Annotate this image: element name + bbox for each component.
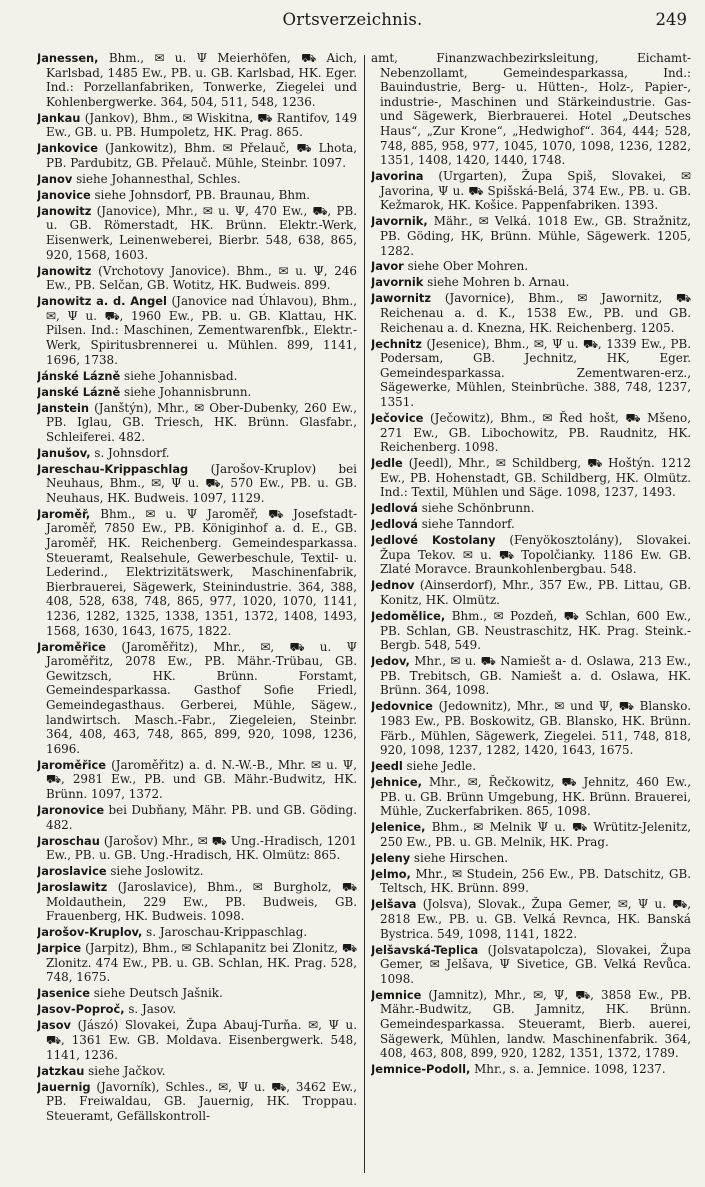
index-entry	[371, 291, 691, 335]
index-entry	[37, 462, 357, 506]
entry-text: Bhm., ✉ u. Ψ Jaroměř, ⛟ Josefstadt-Jaroměř, 7850 Ew., PB. Königinhof a. d. E., GB. Jaroměř, HK. Reichenberg. Gemeindesparkassa. Steueramt, Realsehule, Gewerbeschule, Textil- u. Lederind., Elektrizitätswerk, Maschinenfabrik, Bierbrauerei, Sägewerk, Steinindustrie. 364, 388, 408, 528, 638, 748, 865, 977, 1020, 1070, 1141, 1236, 1282, 1325, 1338, 1351, 1372, 1408, 1493, 1568, 1630, 1643, 1675, 1822.	[46, 506, 357, 638]
entry-text: (Jaroměřitz) a. d. N.-W.-B., Mhr. ✉ u. Ψ, ⛟, 2981 Ew., PB. und GB. Mähr.-Budwitz, HK. Brünn. 1097, 1372.	[46, 757, 357, 801]
entry-headword: Jedle	[371, 456, 403, 471]
entry-headword: Jaroměřice	[37, 639, 106, 654]
index-entry	[371, 259, 691, 274]
entry-headword: Janušov,	[37, 445, 91, 460]
entry-text: (Ainserdorf), Mhr., 357 Ew., PB. Littau, GB. Konitz, HK. Olmütz.	[380, 578, 691, 608]
index-entry	[37, 1002, 357, 1017]
index-entry	[371, 456, 691, 500]
entry-text: Bhm., ✉ Pozdeň, ⛟ Schlan, 600 Ew., PB. Schlan, GB. Neustraschitz, HK. Prag. Steink.-Bergb. 548, 549.	[380, 609, 691, 653]
entry-text: siehe Jedle.	[406, 759, 476, 774]
entry-headword: Jedlová	[371, 501, 418, 516]
entry-headword: Janské Lázně	[37, 384, 121, 399]
entry-headword: Jelenice,	[371, 820, 426, 835]
index-entry	[371, 699, 691, 757]
index-entry	[371, 759, 691, 774]
index-entry	[371, 533, 691, 577]
entry-text: (Jankowitz), Bhm. ✉ Přelauč, ⛟ Lhota, PB. Pardubitz, GB. Přelauč. Mühle, Steinbr. 1097.	[46, 141, 357, 170]
entry-headword: Jasov-Poproč,	[37, 1002, 125, 1017]
entry-headword: Javornik,	[371, 214, 428, 229]
index-entry	[37, 803, 357, 832]
index-entry	[37, 188, 357, 203]
index-entry	[37, 986, 357, 1001]
entry-headword: Janessen,	[37, 51, 99, 65]
entry-text: (Jeedl), Mhr., ✉ Schildberg, ⛟ Hoštýn. 1212 Ew., PB. Hohenstadt, GB. Schildberg, HK. Olmütz. Ind.: Textil, Mühlen und Säge. 1098, 1237, 1493.	[380, 456, 691, 500]
index-entry	[371, 214, 691, 258]
left-column	[37, 51, 357, 1125]
entry-headword: Janovice	[37, 187, 91, 202]
entry-text: (Jolsvatapolcza), Slovakei, Župa Gemer, ✉ Jelšava, Ψ Sivetice, GB. Velká Revůca. 1098.	[380, 942, 691, 986]
entry-text: siehe Mohren b. Arnau.	[427, 275, 570, 290]
index-entry	[37, 204, 357, 262]
entry-text: (Jaroměřitz), Mhr., ✉, ⛟ u. Ψ Jaroměřitz, 2078 Ew., PB. Mähr.-Trübau, GB. Gewitzsch, HK. Brünn. Forstamt, Gemeindesparkassa. Gasthof Sofie Friedl, Gemeindegasthaus. Gerberei, Mühle, Sägew., landwirtsch. Masch.-Fabr., Ziegeleien, Steinbr. 364, 408, 463, 748, 865, 899, 920, 1098, 1236, 1696.	[46, 639, 357, 756]
entry-headword: Janowitz	[37, 203, 92, 218]
entry-text: s. Johnsdorf.	[94, 445, 170, 460]
entry-headword: Janov	[37, 171, 73, 186]
index-entry	[37, 446, 357, 461]
entry-headword: Jemnice	[371, 987, 422, 1002]
entry-headword: Jaroměř,	[37, 506, 91, 521]
index-entry	[37, 925, 357, 940]
index-entry	[37, 1064, 357, 1079]
entry-headword: Jaroschau	[37, 833, 100, 848]
index-entry	[371, 609, 691, 653]
entry-headword: Jeedl	[371, 759, 403, 774]
entry-text: Mhr., ✉ u. ⛟ Namiešt a- d. Oslawa, 213 Ew., PB. Trebitsch, GB. Namiešt a. d. Oslawa, HK. Brünn. 364, 1098.	[380, 654, 691, 698]
index-entry	[371, 337, 691, 410]
index-entry	[37, 385, 357, 400]
index-entry	[37, 758, 357, 802]
index-entry	[37, 141, 357, 170]
entry-text: Mhr., s. a. Jemnice. 1098, 1237.	[474, 1062, 666, 1077]
entry-text: siehe Tanndorf.	[421, 517, 515, 532]
entry-headword: Jarpice	[37, 941, 82, 956]
entry-headword: Janowitz a. d. Angel	[37, 294, 167, 309]
entry-text: siehe Johannesthal, Schles.	[76, 171, 241, 186]
entry-text: siehe Ober Mohren.	[407, 259, 529, 274]
entry-headword: Jankovice	[37, 141, 98, 156]
index-entry	[37, 51, 357, 109]
index-entry	[371, 517, 691, 532]
entry-headword: Ječovice	[371, 410, 424, 425]
entry-headword: Jedomělice,	[371, 609, 446, 624]
index-entry	[371, 411, 691, 455]
entry-headword: Jankau	[37, 110, 81, 125]
entry-text: s. Jasov.	[128, 1002, 177, 1017]
entry-headword: Jaroslavice	[37, 864, 107, 879]
entry-text: (Jarošov) Mhr., ✉ ⛟ Ung.-Hradisch, 1201 Ew., PB. u. GB. Ung.-Hradisch, HK. Olmütz: 865.	[46, 833, 357, 863]
index-entry	[371, 897, 691, 941]
index-entry	[371, 275, 691, 290]
entry-text: (Jarošov-Kruplov) bei Neuhaus, Bhm., ✉, Ψ u. ⛟, 570 Ew., PB. u. GB. Neuhaus, HK. Budweis. 1097, 1129.	[46, 461, 357, 505]
entry-text: (Janovice), Mhr., ✉ u. Ψ, 470 Ew., ⛟, PB. u. GB. Römerstadt, HK. Brünn. Elektr.-Werk, Eisenwerk, Leinenweberei, Bierbr. 548, 638, 865, 920, 1568, 1603.	[46, 203, 357, 262]
entry-headword: Jehnice,	[371, 775, 422, 790]
entry-headword: Jechnitz	[371, 336, 422, 351]
index-entry	[37, 294, 357, 367]
entry-headword: Jedlová	[371, 517, 418, 532]
entry-headword: Jelšavská-Teplica	[371, 942, 479, 957]
entry-headword: Jarošov-Kruplov,	[37, 925, 143, 940]
entry-text: Mähr., ✉ Velká. 1018 Ew., GB. Stražnitz, PB. Göding, HK, Brünn. Mühle, Sägewerk. 1205, 1282.	[380, 214, 691, 258]
page-title: Ortsverzeichnis.	[282, 10, 423, 29]
entry-headword: Jauernig	[37, 1079, 91, 1094]
entry-headword: Jelmo,	[371, 866, 411, 881]
entry-text: siehe Schönbrunn.	[421, 501, 535, 516]
entry-text: Mhr., ✉ Studein, 256 Ew., PB. Datschitz, GB. Teltsch, HK. Brünn. 899.	[380, 866, 691, 896]
page-header	[0, 10, 705, 40]
index-entry	[371, 988, 691, 1061]
entry-text: siehe Hirschen.	[413, 850, 509, 865]
entry-headword: Janowitz	[37, 263, 92, 278]
entry-text: Mhr., ✉, Řečkowitz, ⛟ Jehnitz, 460 Ew., PB. u. GB. Brünn Umgebung, HK. Brünn. Brauerei, Mühle, Zuckerfabriken. 865, 1098.	[380, 775, 691, 819]
entry-text: bei Dubňany, Mähr. PB. und GB. Göding. 482.	[46, 802, 357, 832]
entry-text: siehe Jačkov.	[88, 1063, 166, 1078]
entry-text: (Jankov), Bhm., ✉ Wiskitna, ⛟ Rantifov, 149 Ew., GB. u. PB. Humpoletz, HK. Prag. 865.	[46, 110, 357, 140]
entry-text: (Ječowitz), Bhm., ✉ Řed hošt, ⛟ Mšeno, 271 Ew., GB. Libochowitz, PB. Raudnitz, HK. Reichenberg. 1098.	[380, 410, 691, 455]
entry-text: (Jedownitz), Mhr., ✉ und Ψ, ⛟ Blansko. 1983 Ew., PB. Boskowitz, GB. Blansko, HK. Brünn. Färb., Mühlen, Sägewerk, Ziegelei. 511, 748, 818, 920, 1098, 1237, 1282, 1420, 1643, 1675.	[380, 699, 691, 758]
right-column	[371, 51, 691, 1078]
index-entry	[371, 867, 691, 896]
entry-text: (Jamnitz), Mhr., ✉, Ψ, ⛟, 3858 Ew., PB. Mähr.-Budwitz, GB. Jamnitz, HK. Brünn. Gemeindesparkassa. Steueramt, Bierb. auerei, Sägewerk, Mühlen, landw. Maschinenfabrik. 364, 408, 463, 808, 899, 920, 1282, 1351, 1372, 1789.	[380, 987, 691, 1061]
index-entry	[371, 1062, 691, 1077]
entry-headword: Jatzkau	[37, 1063, 85, 1078]
entry-headword: Javornik	[371, 275, 424, 290]
entry-text: siehe Johannisbrunn.	[123, 384, 252, 399]
column-divider	[364, 55, 365, 1173]
entry-text: (Vrchotovy Janovice). Bhm., ✉ u. Ψ, 246 Ew., PB. Selčan, GB. Wotitz, HK. Budweis. 899.	[46, 263, 357, 293]
entry-headword: Javorina	[371, 169, 424, 184]
entry-text: (Javornice), Bhm., ✉ Jawornitz, ⛟ Reichenau a. d. K., 1538 Ew., PB. und GB. Reichenau a. d. Knezna, HK. Reichenberg. 1205.	[380, 291, 691, 335]
index-entry	[371, 169, 691, 213]
entry-headword: Jaroměřice	[37, 757, 106, 772]
index-entry	[371, 943, 691, 987]
entry-text: (Fenyökosztolány), Slovakei. Župa Tekov. ✉ u. ⛟ Topolčianky. 1186 Ew. GB. Zlaté Moravce. Braunkohlenbergbau. 548.	[380, 533, 691, 577]
index-entry	[371, 820, 691, 849]
entry-text: (Jarpitz), Bhm., ✉ Schlapanitz bei Zlonitz, ⛟ Zlonitz. 474 Ew., PB. u. GB. Schlan, HK. Prag. 528, 748, 1675.	[46, 941, 357, 985]
index-columns	[37, 51, 691, 1181]
entry-text: (Jolsva), Slovak., Župa Gemer, ✉, Ψ u. ⛟, 2818 Ew., PB. u. GB. Velká Revnca, HK. Banská Bystrica. 549, 1098, 1141, 1822.	[380, 897, 691, 941]
index-entry	[37, 507, 357, 638]
entry-headword: Jareschau-Krippaschlag	[37, 461, 189, 476]
entry-text: Bhm., ✉ u. Ψ Meierhöfen, ⛟ Aich, Karlsbad, 1485 Ew., PB. u. GB. Karlsbad, HK. Eger. Ind.: Porzellanfabriken, Tonwerke, Ziegelei und Kohlenbergwerke. 364, 504, 511, 548, 1236.	[46, 51, 357, 109]
index-entry	[37, 369, 357, 384]
index-entry	[37, 941, 357, 985]
entry-headword: Jednov	[371, 578, 415, 593]
entry-headword: Jasenice	[37, 986, 90, 1001]
index-entry	[37, 264, 357, 293]
entry-headword: Jedov,	[371, 654, 410, 669]
entry-text: amt, Finanzwachbezirksleitung, Eichamt-Nebenzollamt, Gemeindesparkassa, Ind.: Bauindustrie, Berg- u. Hütten-, Holz-, Papier-, industrie-, Maschinen und Stärkeindustrie. Gas- und Sägewerk, Bierbrauerei. Hotel „Deutsches Haus“, „Zur Krone“, „Hedwighof“. 364, 444; 528, 748, 885, 958, 977, 1045, 1070, 1098, 1236, 1282, 1351, 1408, 1420, 1440, 1748.	[371, 51, 691, 168]
index-entry	[37, 834, 357, 863]
entry-headword: Janstein	[37, 400, 89, 415]
entry-headword: Jedovnice	[371, 699, 433, 714]
index-entry	[371, 501, 691, 516]
entry-text: siehe Johnsdorf, PB. Braunau, Bhm.	[94, 187, 311, 202]
index-entry	[37, 640, 357, 757]
entry-text: (Jesenice), Bhm., ✉, Ψ u. ⛟, 1339 Ew., PB. Podersam, GB. Jechnitz, HK, Eger. Gemeindesparkassa. Zementwaren-erz., Sägewerke, Mühlen, Steinbrüche. 388, 748, 1237, 1351.	[380, 336, 691, 409]
index-entry	[37, 1018, 357, 1062]
entry-text: Bhm., ✉ Melnik Ψ u. ⛟ Wrütitz-Jelenitz, 250 Ew., PB. u. GB. Melnik, HK. Prag.	[380, 820, 691, 849]
entry-headword: Jawornitz	[371, 291, 431, 306]
entry-headword: Jasov	[37, 1018, 71, 1033]
entry-text: (Javorník), Schles., ✉, Ψ u. ⛟, 3462 Ew., PB. Freiwaldau, GB. Jauernig, HK. Troppau. Steueramt, Gefällskontroll-	[46, 1079, 357, 1123]
entry-text: (Janovice nad Úhlavou), Bhm., ✉, Ψ u. ⛟, 1960 Ew., PB. u. GB. Klattau, HK. Pilsen. Ind.: Maschinen, Zementwarenfbk., Elektr.-Werk, Spiritusbrennerei u. Mühlen. 899, 1141, 1696, 1738.	[46, 294, 357, 367]
entry-text: (Janštýn), Mhr., ✉ Ober-Dubenky, 260 Ew., PB. Iglau, GB. Triesch, HK. Brünn. Glasfabr., Schleiferei. 482.	[46, 400, 357, 444]
index-entry	[371, 51, 691, 168]
entry-text: siehe Johannisbad.	[123, 368, 238, 383]
entry-headword: Javor	[371, 259, 404, 274]
entry-headword: Jánské Lázně	[37, 368, 121, 383]
entry-text: siehe Deutsch Jašnik.	[93, 986, 223, 1001]
entry-text: s. Jaroschau-Krippaschlag.	[146, 925, 308, 940]
entry-headword: Jaroslawitz	[37, 880, 108, 895]
index-entry	[371, 775, 691, 819]
index-entry	[37, 880, 357, 924]
entry-headword: Jaronovice	[37, 802, 105, 817]
index-entry	[371, 851, 691, 866]
entry-text: (Urgarten), Župa Spiš, Slovakei, ✉ Javorina, Ψ u. ⛟ Spišská-Belá, 374 Ew., PB. u. GB. Kežmarok, HK. Košice. Pappenfabriken. 1393.	[380, 169, 691, 213]
index-entry	[37, 111, 357, 140]
page-number: 249	[655, 10, 687, 29]
index-entry	[37, 1080, 357, 1124]
index-entry	[37, 172, 357, 187]
index-entry	[37, 864, 357, 879]
index-entry	[37, 401, 357, 445]
index-entry	[371, 578, 691, 607]
entry-headword: Jelšava	[371, 897, 417, 912]
entry-headword: Jedlové Kostolany	[371, 533, 496, 548]
index-entry	[371, 654, 691, 698]
entry-headword: Jeleny	[371, 850, 411, 865]
entry-headword: Jemnice-Podoll,	[371, 1062, 471, 1077]
entry-text: (Jászó) Slovakei, Župa Abauj-Turňa. ✉, Ψ u. ⛟, 1361 Ew. GB. Moldava. Eisenbergwerk. 548, 1141, 1236.	[46, 1018, 357, 1062]
entry-text: siehe Joslowitz.	[110, 864, 204, 879]
entry-text: (Jaroslavice), Bhm., ✉ Burgholz, ⛟ Moldauthein, 229 Ew., PB. Budweis, GB. Frauenberg, HK. Budweis. 1098.	[46, 880, 357, 924]
